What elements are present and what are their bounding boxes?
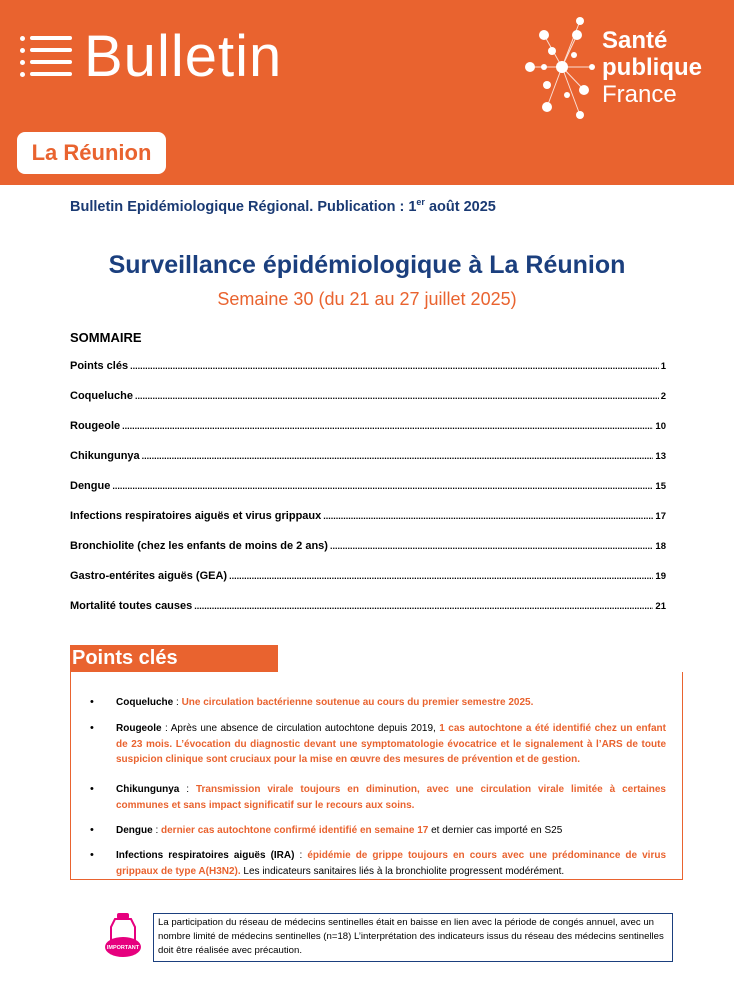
key-point-term: Dengue [116, 825, 153, 836]
toc-item-chikungunya[interactable] [70, 450, 666, 480]
header-banner [0, 0, 734, 185]
toc-item-bronchiolite[interactable] [70, 540, 666, 570]
toc-label: Gastro-entérites aiguës (GEA) [70, 570, 228, 582]
key-point-coqueluche [90, 695, 666, 711]
page-title: Surveillance épidémiologique à La Réunion [108, 251, 626, 279]
key-point-sep: : [179, 784, 196, 795]
bulletin-wordmark: Bulletin [84, 24, 283, 89]
key-point-highlight: épidémie de grippe toujours en cours avec une prédominance de virus grippaux de type A(H3N2). [116, 850, 667, 877]
key-point-dengue [90, 823, 666, 839]
toc-item-dengue[interactable] [70, 480, 666, 510]
region-badge: La Réunion [17, 132, 166, 174]
key-point-sep: : [152, 825, 162, 836]
toc-page: 10 [655, 421, 666, 432]
bullet-icon: • [90, 722, 94, 734]
toc-page: 13 [655, 451, 666, 462]
org-name [602, 27, 702, 108]
key-point-highlight: Une circulation bactérienne soutenue au cours du premier semestre 2025. [181, 697, 534, 708]
page-subtitle: Semaine 30 (du 21 au 27 juillet 2025) [217, 289, 517, 309]
key-point-term: Coqueluche [116, 697, 174, 708]
toc-page: 15 [655, 481, 666, 492]
toc-item-rougeole[interactable] [70, 420, 666, 450]
sentinel-note: La participation du réseau de médecins sentinelles était en baisse en lien avec la période de congés annuel, avec un nombre limité de médecins sentinelles (n=18) L’interprétation des indicateurs issus du réseau des médecins sentinelles doit être réalisée avec précaution. [153, 913, 673, 962]
publication-date: août 2025 [424, 198, 496, 215]
toc-heading: SOMMAIRE [70, 330, 142, 345]
key-point-chikungunya [90, 782, 666, 813]
toc-item-coqueluche[interactable] [70, 390, 666, 420]
toc-label: Coqueluche [70, 390, 133, 402]
key-point-rougeole [90, 721, 666, 768]
key-point-highlight: 1 cas autochtone a été identifié chez un enfant de 23 mois. L’évocation du diagnostic devant une symptomatologie évocatrice et le signalement à l’ARS de toute suspicion clinique sont cruciaux pour la mise en œuvre des mesures de prévention et de gestion. [116, 723, 666, 765]
toc-item-gea[interactable] [70, 570, 666, 600]
key-point-term: Chikungunya [116, 784, 180, 795]
org-line1: Santé [602, 27, 668, 54]
key-points-box [70, 672, 683, 880]
toc-item-ira[interactable] [70, 510, 666, 540]
toc-page: 2 [660, 391, 666, 402]
org-line3: France [602, 81, 677, 108]
key-point-highlight: Transmission virale toujours en diminution, avec une circulation virale limitée à certaines communes et sans impact significatif sur le recours aux soins. [116, 784, 666, 811]
toc-label: Infections respiratoires aiguës et virus grippaux [70, 510, 322, 522]
key-point-ira [90, 848, 667, 879]
bullet-icon: • [90, 696, 94, 708]
toc-page: 19 [655, 571, 666, 582]
publication-line [70, 197, 496, 215]
toc-label: Dengue [70, 480, 111, 492]
toc-label: Chikungunya [70, 450, 140, 462]
publication-text: Bulletin Epidémiologique Régional. Publication : 1 [70, 198, 417, 215]
bullet-icon: • [90, 849, 94, 861]
toc-page: 21 [655, 601, 666, 612]
toc-page: 17 [655, 511, 666, 522]
key-point-sep: : [294, 850, 308, 861]
toc-label: Rougeole [70, 420, 121, 432]
bulletin-logo [20, 22, 320, 92]
key-point-rest: Les indicateurs sanitaires liés à la bronchiolite progressent modérément. [240, 865, 565, 877]
bullet-icon: • [90, 824, 94, 836]
key-point-highlight: dernier cas autochtone confirmé identifié en semaine 17 [161, 825, 429, 836]
key-point-sep: : Après une absence de circulation autochtone depuis 2019, [161, 723, 440, 734]
key-point-sep: : [173, 697, 182, 708]
dots-burst-icon [522, 15, 602, 125]
toc-page: 18 [655, 541, 666, 552]
important-icon [103, 913, 143, 959]
toc-page: 1 [660, 361, 666, 372]
toc-label: Mortalité toutes causes [70, 600, 193, 612]
toc-label: Bronchiolite (chez les enfants de moins de 2 ans) [70, 540, 328, 552]
toc-item-mortalite[interactable] [70, 600, 666, 630]
table-of-contents [70, 360, 666, 630]
toc-item-points-cles[interactable] [70, 360, 666, 390]
org-line2: publique [602, 54, 702, 81]
bullet-icon: • [90, 783, 94, 795]
sante-publique-france-logo [522, 15, 722, 125]
key-point-term: Infections respiratoires aiguës (IRA) [116, 850, 295, 861]
toc-label: Points clés [70, 360, 129, 372]
key-point-term: Rougeole [116, 723, 162, 734]
publication-sup: er [416, 197, 425, 207]
key-point-rest: et dernier cas importé en S25 [428, 825, 563, 836]
important-icon-label: IMPORTANT [106, 945, 140, 951]
key-points-heading: Points clés [70, 645, 278, 672]
